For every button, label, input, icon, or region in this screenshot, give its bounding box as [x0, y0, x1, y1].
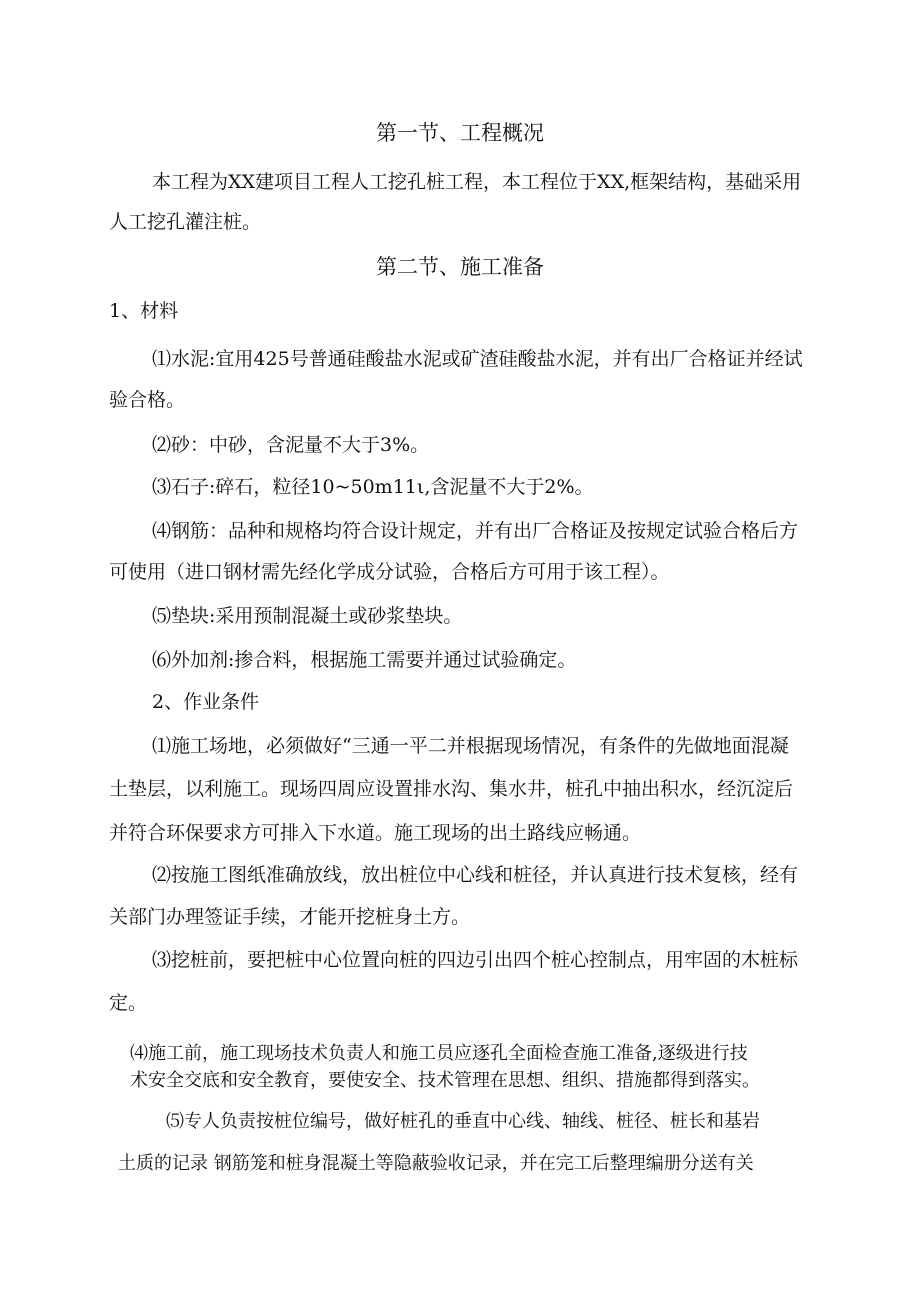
condition-5-line-1: ⑸专人负责按桩位编号，做好桩孔的垂直中心线、轴线、桩径、桩长和基岩: [166, 1111, 760, 1132]
condition-2-line-2: 关部门办理签证手续，才能开挖桩身土方。: [109, 906, 471, 928]
section-1-title: 第一节、工程概况: [376, 121, 544, 145]
condition-1-line-3: 并符合环保要求方可排入下水道。施工现场的出土路线应畅通。: [109, 822, 642, 844]
section-1-line-2: 人工挖孔灌注桩。: [109, 211, 262, 233]
condition-4-line-2: 术安全交底和安全教育，要使安全、技术管理在思想、组织、措施都得到落实。: [130, 1070, 760, 1091]
materials-heading: 1、材料: [109, 300, 179, 322]
material-rebar-line-1: ⑷钢筋：品种和规格均符合设计规定，并有出厂合格证及按规定试验合格后方: [152, 520, 799, 542]
material-sand: ⑵砂：中砂，含泥量不大于3%。: [152, 434, 430, 456]
conditions-heading: 2、作业条件: [152, 691, 260, 713]
material-gravel: ⑶石子:碎石，粒径10~50m11ι,含泥量不大于2%。: [152, 476, 594, 498]
condition-3-line-1: ⑶挖桩前，要把桩中心位置向桩的四边引出四个桩心控制点，用牢固的木桩标: [152, 949, 799, 971]
condition-5-line-2: 土质的记录 钢筋笼和桩身混凝土等隐蔽验收记录，并在完工后整理编册分送有关: [118, 1153, 754, 1174]
material-cement-line-1: ⑴水泥:宜用425号普通硅酸盐水泥或矿渣硅酸盐水泥，并有出厂合格证并经试: [152, 348, 803, 370]
material-admixture: ⑹外加剂:掺合料，根据施工需要并通过试验确定。: [152, 649, 577, 671]
section-1-line-1: 本工程为XX建项目工程人工挖孔桩工程，本工程位于XX,框架结构，基础采用: [152, 171, 802, 193]
condition-3-line-2: 定。: [109, 992, 148, 1014]
condition-1-line-2: 土垫层，以利施工。现场四周应设置排水沟、集水井，桩孔中抽出积水，经沉淀后: [109, 778, 794, 800]
condition-2-line-1: ⑵按施工图纸准确放线，放出桩位中心线和桩径，并认真进行技术复核，经有: [152, 864, 799, 886]
condition-1-line-1: ⑴施工场地，必须做好“三通一平二并根据现场情况，有条件的先做地面混凝: [152, 735, 789, 757]
condition-4-line-1: ⑷施工前，施工现场技术负责人和施工员应逐孔全面检查施工准备,逐级进行技: [130, 1043, 748, 1064]
material-spacer: ⑸垫块:采用预制混凝土或砂浆垫块。: [152, 605, 463, 627]
material-cement-line-2: 验合格。: [109, 389, 186, 411]
material-rebar-line-2: 可使用（进口钢材需先经化学成分试验，合格后方可用于该工程）。: [109, 561, 670, 583]
section-2-title: 第二节、施工准备: [376, 255, 544, 279]
